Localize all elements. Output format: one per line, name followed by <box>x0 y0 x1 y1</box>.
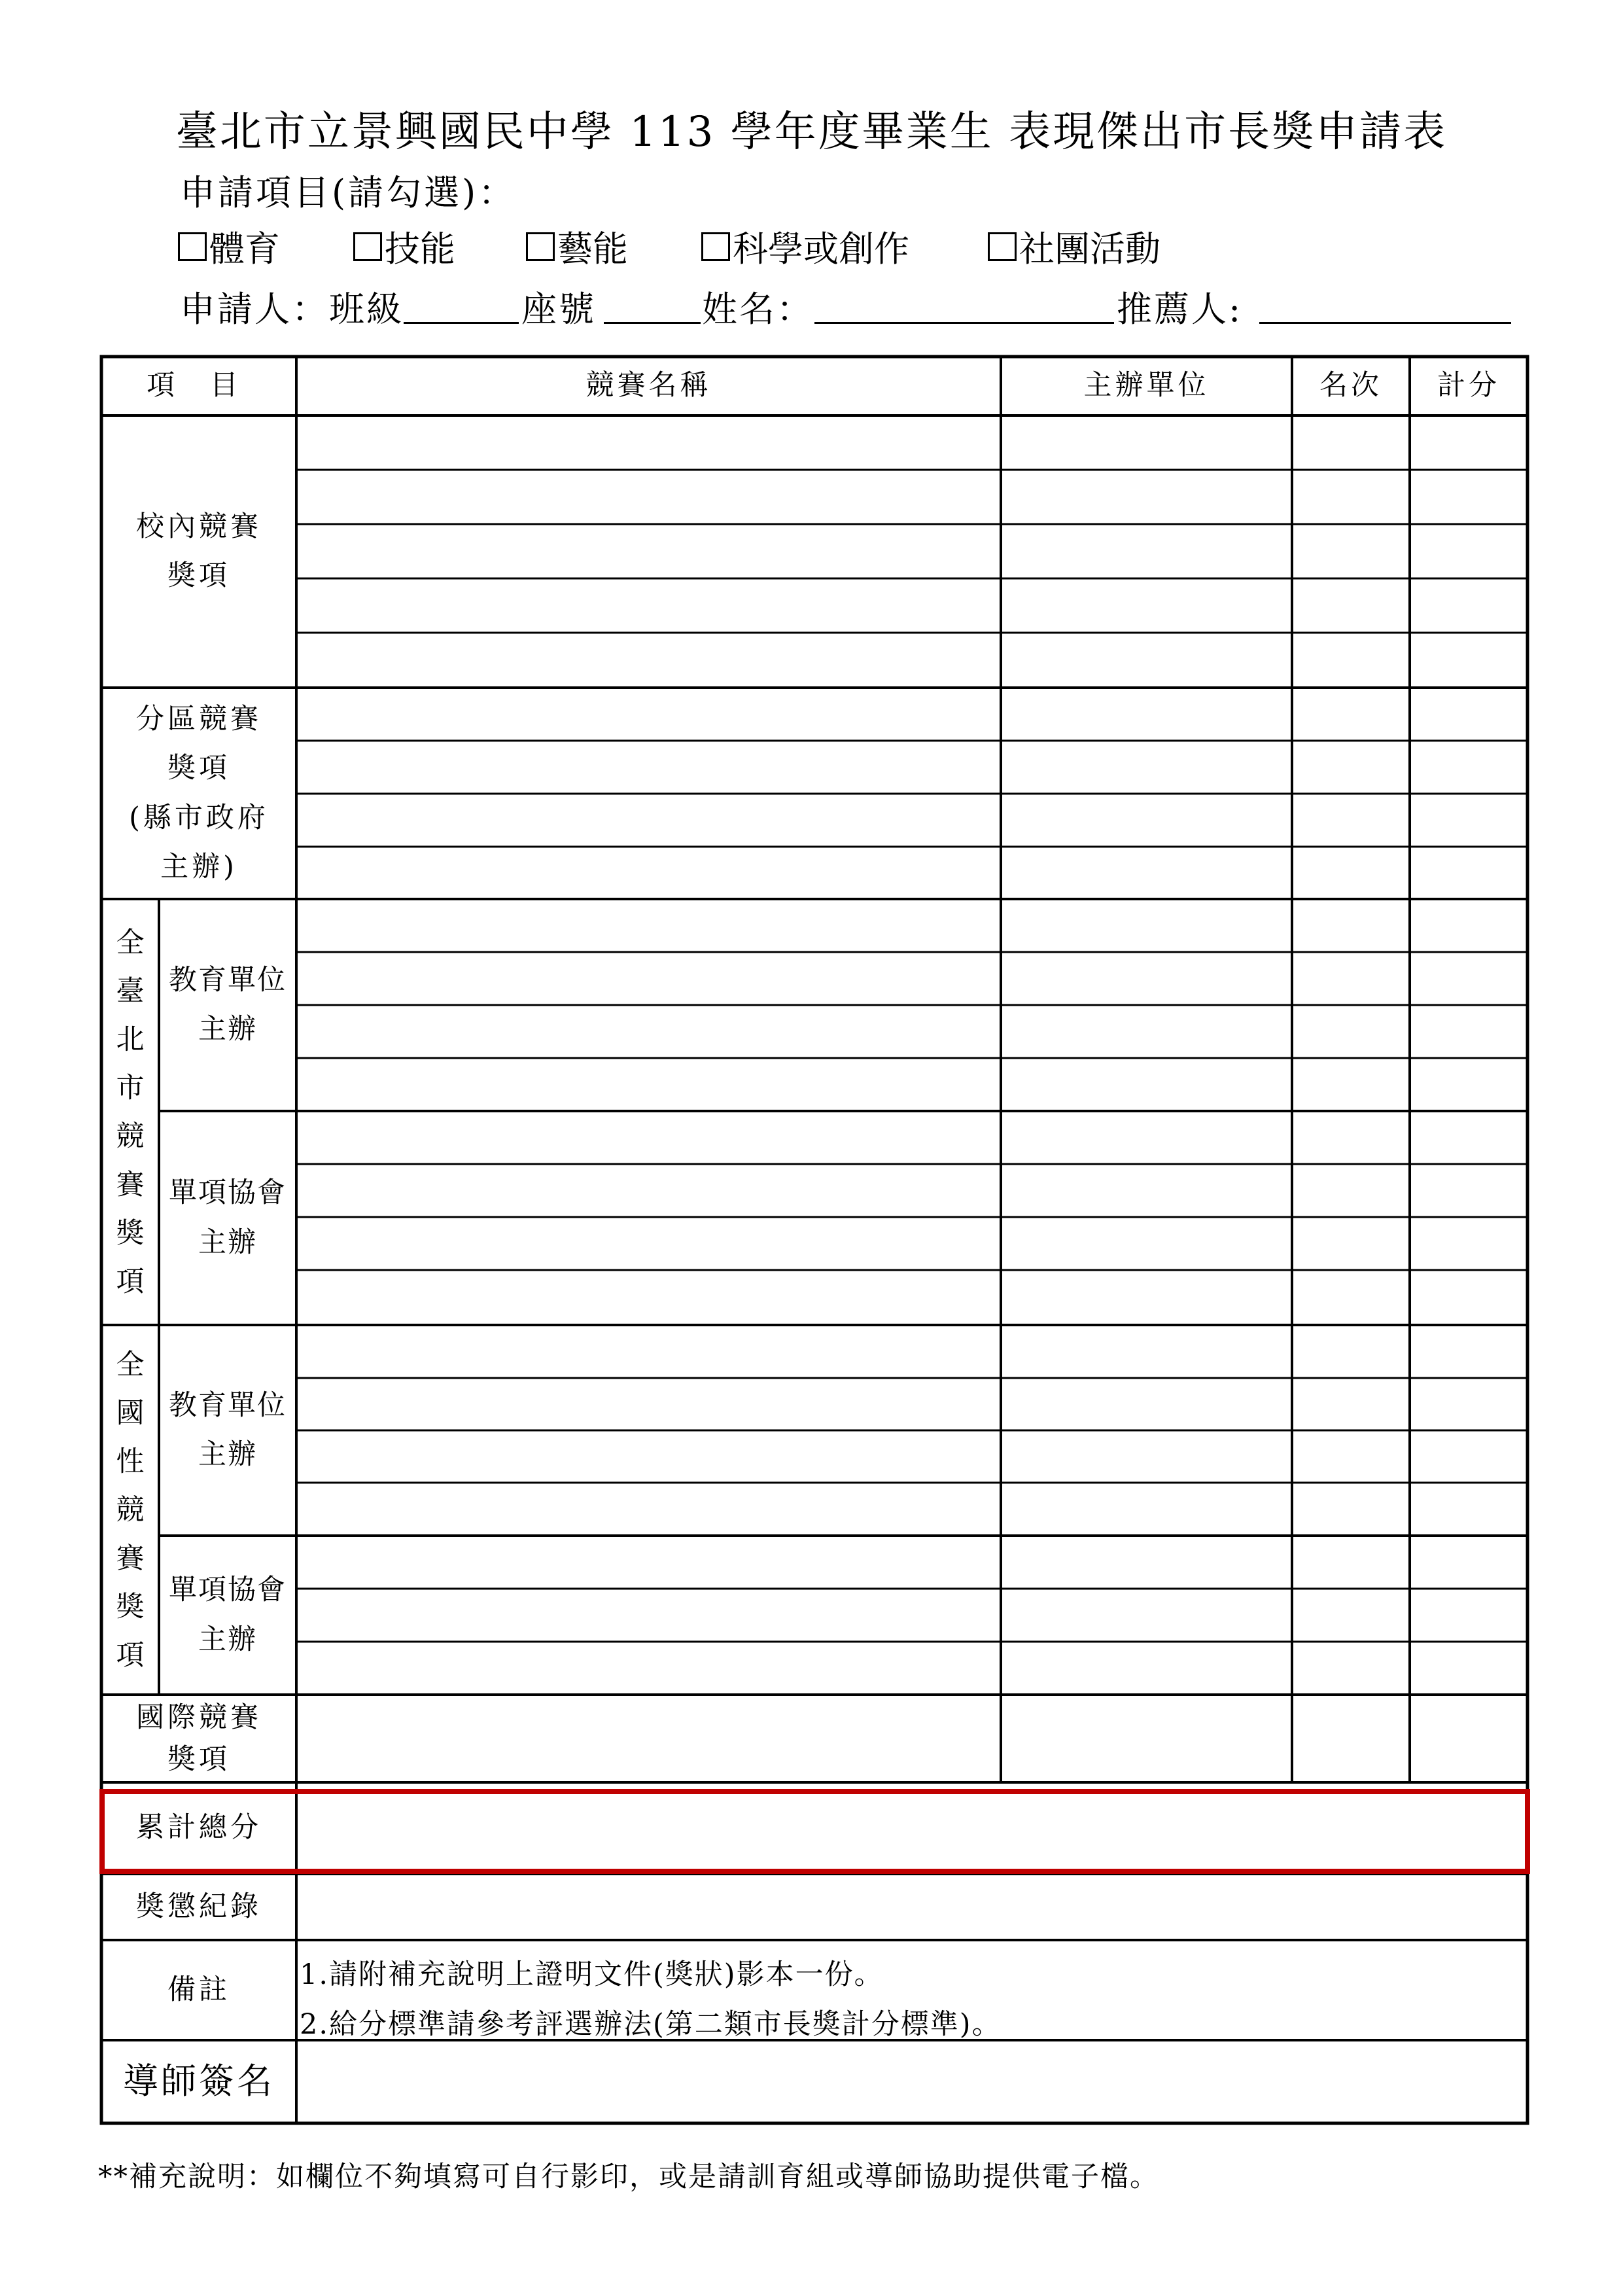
school-awards-line: 獎項 <box>167 559 230 592</box>
taipei-char: 臺 <box>116 974 145 1008</box>
checkbox-label: 科學或創作 <box>733 228 909 270</box>
national-assoc-organizer-label <box>159 1536 296 1695</box>
organizer-line: 單項協會 <box>169 1176 287 1210</box>
school-awards-line: 校內競賽 <box>136 510 262 543</box>
organizer-line: 主辦 <box>198 1438 257 1471</box>
header-rank: 名次 <box>1319 369 1382 402</box>
awards-record-field[interactable] <box>296 1874 1527 1940</box>
district-awards-line: 分區競賽 <box>136 703 262 735</box>
organizer-line: 主辦 <box>198 1226 257 1259</box>
taipei-char: 賽 <box>116 1168 145 1201</box>
page-title: 臺北市立景興國民中學 113 學年度畢業生 表現傑出市長獎申請表 <box>175 108 1448 156</box>
header-organizer: 主辦單位 <box>1083 369 1210 402</box>
recommender-label: 推薦人: <box>1117 289 1243 330</box>
seat-label: 座號 <box>521 289 596 330</box>
awards-record-label: 獎懲紀錄 <box>136 1890 262 1923</box>
remark-line: 2.給分標準請參考評選辦法(第二類市長獎計分標準)。 <box>300 2008 1002 2041</box>
district-awards-line: 獎項 <box>167 752 230 785</box>
taipei-awards-label <box>101 899 159 1325</box>
international-awards-label <box>101 1695 296 1782</box>
international-line: 國際競賽 <box>136 1701 262 1734</box>
teacher-signature-label: 導師簽名 <box>123 2060 275 2102</box>
name-label: 姓名： <box>702 289 814 330</box>
teacher-signature-field[interactable] <box>296 2040 1527 2123</box>
total-score-highlight <box>99 1789 1530 1874</box>
school-awards-label <box>101 415 296 688</box>
taipei-char: 項 <box>116 1265 145 1298</box>
organizer-line: 主辦 <box>198 1623 257 1656</box>
national-char: 項 <box>116 1638 145 1672</box>
national-char: 全 <box>116 1348 145 1381</box>
national-char: 獎 <box>116 1590 145 1623</box>
international-line: 獎項 <box>167 1743 230 1776</box>
district-awards-line: (縣市政府 <box>129 801 269 834</box>
checkbox-label: 技能 <box>385 228 455 270</box>
apply-items-label: 申請項目(請勾選)： <box>180 172 517 213</box>
taipei-char: 獎 <box>116 1216 145 1250</box>
footnote: **補充說明：如欄位不夠填寫可自行影印，或是請訓育組或導師協助提供電子檔。 <box>98 2161 1159 2193</box>
remarks-content <box>300 1950 1002 2049</box>
national-char: 競 <box>116 1493 145 1527</box>
national-char: 性 <box>116 1445 145 1478</box>
taipei-char: 市 <box>116 1071 145 1104</box>
data-row-lines <box>296 470 1527 1642</box>
organizer-line: 教育單位 <box>169 963 287 997</box>
organizer-line: 單項協會 <box>169 1574 287 1607</box>
header-score: 計分 <box>1437 369 1500 402</box>
national-edu-organizer-label <box>159 1325 296 1536</box>
national-char: 賽 <box>116 1542 145 1575</box>
checkbox-label: 體育 <box>209 228 280 270</box>
checkbox-label: 社團活動 <box>1019 228 1161 270</box>
taipei-char: 北 <box>116 1023 145 1056</box>
remarks-label: 備註 <box>167 1973 230 2006</box>
taipei-char: 全 <box>116 926 145 959</box>
national-awards-label <box>101 1325 159 1695</box>
organizer-line: 教育單位 <box>169 1388 287 1422</box>
total-score-label: 累計總分 <box>136 1811 262 1845</box>
header-item: 項 目 <box>147 369 251 402</box>
remark-line: 1.請附補充說明上證明文件(獎狀)影本一份。 <box>300 1958 884 1991</box>
checkbox-label: 藝能 <box>557 228 628 270</box>
national-char: 國 <box>116 1396 145 1430</box>
district-awards-line: 主辦) <box>160 850 237 883</box>
taipei-char: 競 <box>116 1120 145 1153</box>
taipei-edu-organizer-label <box>159 899 296 1111</box>
class-label: 申請人：班級 <box>180 289 404 330</box>
header-competition: 競賽名稱 <box>585 369 712 402</box>
taipei-assoc-organizer-label <box>159 1111 296 1325</box>
district-awards-label <box>101 688 296 899</box>
organizer-line: 主辦 <box>198 1013 257 1046</box>
